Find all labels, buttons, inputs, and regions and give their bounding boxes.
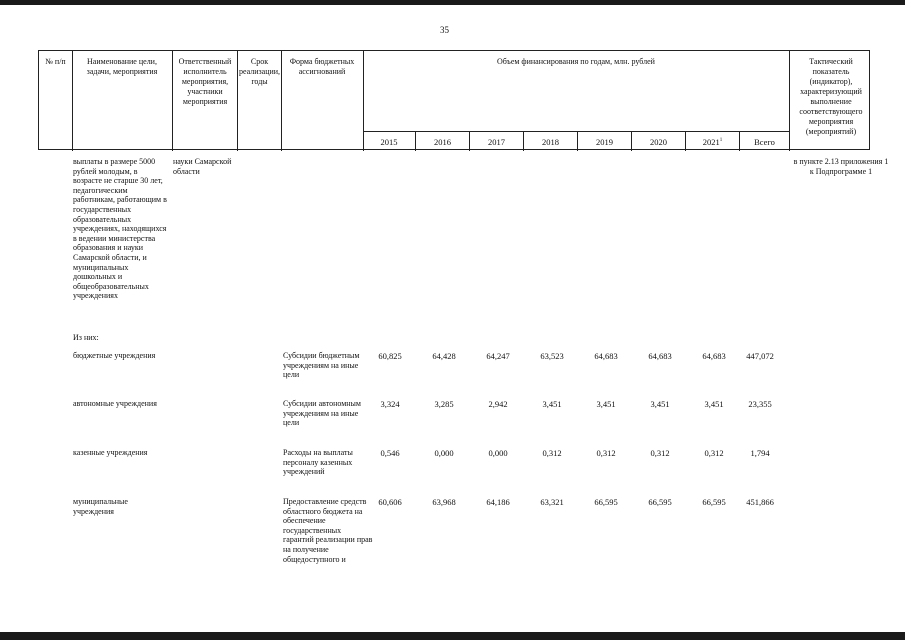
col-divider (281, 51, 282, 151)
header-form: Форма бюджетных ассигнований (289, 57, 355, 76)
header-indicator: Тактический показатель (индикатор), характеризующий выполнение соответствующего мероприятия (мероприятий) (799, 57, 863, 136)
page-number: 35 (440, 25, 449, 35)
row-name: бюджетные учреждения (73, 351, 156, 360)
intro-name: выплаты в размере 5000 рублей молодым, в возрасте не старше 30 лет, педагогическим работникам, работающим в государственных образовательных учреждениях, находящихся в ведении министерства образования и науки Самарской области, и муниципальных дошкольных и общеобразовательных учреждениях (73, 157, 167, 301)
cell-total: 447,072 (746, 351, 774, 361)
cell-value: 66,595 (648, 497, 672, 507)
row-divider (363, 131, 789, 132)
cell-value: 0,312 (704, 448, 724, 458)
cell-value: 66,595 (702, 497, 726, 507)
cell-value: 64,428 (432, 351, 456, 361)
cell-value: 3,324 (380, 399, 400, 409)
cell-value: 64,683 (648, 351, 672, 361)
bottom-border-bar (0, 632, 905, 640)
cell-value: 2,942 (488, 399, 508, 409)
cell-value: 0,000 (488, 448, 508, 458)
cell-value: 0,000 (434, 448, 454, 458)
of-them-label: Из них: (73, 333, 99, 342)
row-name: казенные учреждения (73, 448, 148, 457)
cell-value: 3,451 (542, 399, 562, 409)
cell-total: 23,355 (748, 399, 772, 409)
row-form: Предоставление средств областного бюджета на обеспечение государственных гарантий реализации прав на получение общедоступного и (283, 497, 373, 564)
cell-value: 63,523 (540, 351, 564, 361)
row-name: автономные учреждения (73, 399, 157, 408)
table-header (38, 50, 870, 150)
cell-value: 3,451 (704, 399, 724, 409)
year-2016: 2016 (434, 137, 451, 147)
cell-value: 64,247 (486, 351, 510, 361)
col-divider (72, 51, 73, 151)
year-total: Всего (754, 137, 775, 147)
cell-value: 0,312 (596, 448, 616, 458)
cell-value: 3,451 (650, 399, 670, 409)
cell-value: 3,285 (434, 399, 454, 409)
cell-value: 60,825 (378, 351, 402, 361)
year-2019: 2019 (596, 137, 613, 147)
row-form: Субсидии автономным учреждениям на иные цели (283, 399, 361, 428)
year-2021-label: 2021 (702, 137, 720, 147)
row-form: Расходы на выплаты персоналу казенных учреждений (283, 448, 353, 477)
header-volume: Объем финансирования по годам, млн. рублей (497, 57, 655, 66)
cell-value: 64,186 (486, 497, 510, 507)
col-divider (789, 51, 790, 151)
year-2021 (686, 136, 739, 148)
cell-total: 451,866 (746, 497, 774, 507)
cell-value: 3,451 (596, 399, 616, 409)
year-2015: 2015 (380, 137, 398, 147)
year-2020: 2020 (650, 137, 667, 147)
cell-value: 64,683 (594, 351, 618, 361)
cell-value: 60,606 (378, 497, 402, 507)
cell-total: 1,794 (750, 448, 770, 458)
row-form: Субсидии бюджетным учреждениям на иные цели (283, 351, 360, 380)
row-name: муниципальные учреждения (73, 497, 128, 516)
year-2021-footnote: 1 (719, 138, 723, 144)
cell-value: 64,683 (702, 351, 726, 361)
header-name: Наименование цели, задачи, мероприятия (86, 57, 158, 76)
cell-value: 0,312 (542, 448, 562, 458)
cell-value: 0,546 (380, 448, 400, 458)
cell-value: 66,595 (594, 497, 618, 507)
intro-indicator: в пункте 2.13 приложения 1 к Подпрограмме 1 (793, 157, 889, 176)
col-divider (172, 51, 173, 151)
intro-executor: науки Самарской области (173, 157, 232, 176)
year-2017: 2017 (488, 137, 505, 147)
year-2018: 2018 (542, 137, 559, 147)
header-num: № п/п (45, 57, 66, 66)
header-executor: Ответственный исполнитель мероприятия, участники мероприятия (178, 57, 232, 106)
header-period: Срок реализации, годы (238, 57, 281, 86)
cell-value: 0,312 (650, 448, 670, 458)
top-border-bar (0, 0, 905, 5)
cell-value: 63,968 (432, 497, 456, 507)
cell-value: 63,321 (540, 497, 564, 507)
